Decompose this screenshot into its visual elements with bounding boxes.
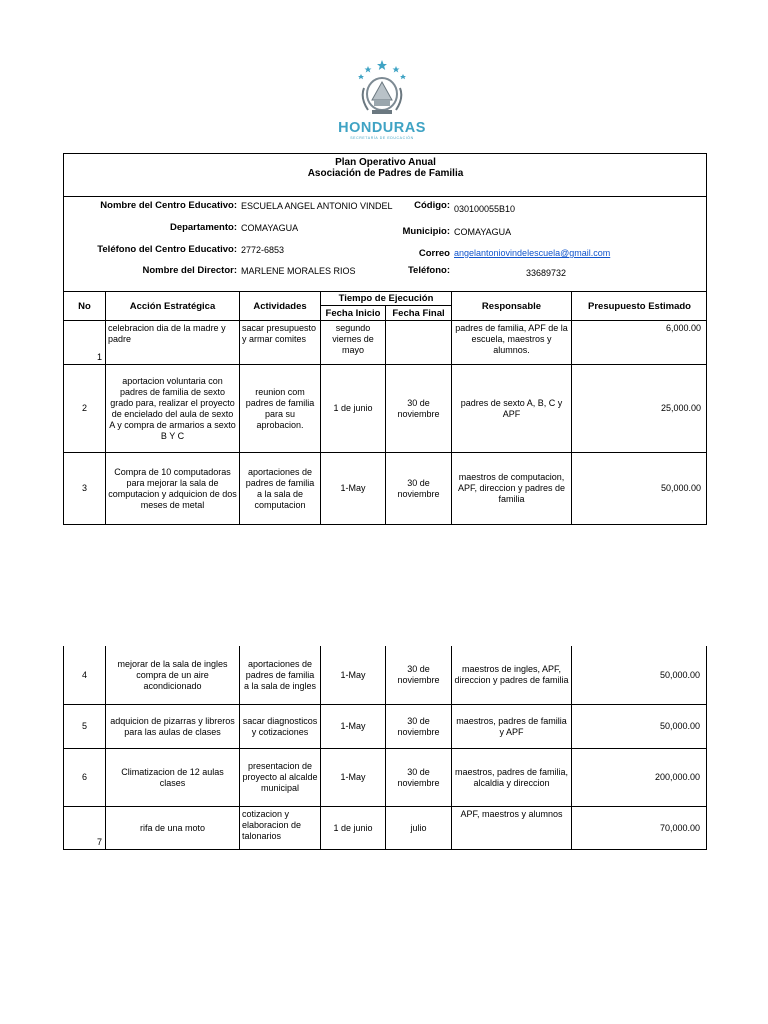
header-accion: Acción Estratégica: [129, 300, 216, 312]
row-5-accion: adquicion de pizarras y libreros para las aulas de clases: [110, 715, 235, 737]
page-title: [64, 157, 707, 179]
row-6-final: 30 de noviembre: [397, 766, 440, 788]
row-2-presupuesto: 25,000.00: [660, 403, 701, 413]
telefono-value: 33689732: [526, 268, 567, 278]
row-5-responsable: maestros, padres de familia y APF: [456, 715, 567, 737]
row-6-actividades: presentacion de proyecto al alcalde municipal: [242, 761, 318, 793]
header-tiempo: Tiempo de Ejecución: [338, 292, 434, 304]
honduras-logo: [330, 58, 434, 140]
centro-label: Nombre del Centro Educativo:: [100, 200, 237, 211]
row-7-responsable: APF, maestros y alumnos: [460, 809, 563, 819]
row-2-inicio: 1 de junio: [333, 403, 373, 413]
row-7-accion: rifa de una moto: [139, 822, 206, 833]
row-6-accion: Climatizacion de 12 aulas clases: [121, 766, 224, 788]
row-5-final: 30 de noviembre: [397, 715, 440, 737]
row-4-no: 4: [81, 669, 87, 680]
row-3-accion: Compra de 10 computadoras para mejorar la sala de computacion y adquicion de dos meses de metal: [108, 466, 237, 510]
row-1-responsable: padres de familia, APF de la escuela, maestros y alumnos.: [455, 323, 568, 355]
header-actividades: Actividades: [253, 300, 307, 312]
director-label: Nombre del Director:: [142, 265, 237, 276]
row-5-inicio: 1-May: [340, 721, 366, 731]
correo-label: Correo: [418, 248, 450, 259]
row-6-inicio: 1-May: [340, 772, 366, 782]
municipio-label: Municipio:: [402, 226, 450, 237]
title-line-2: Asociación de Padres de Familia: [307, 168, 464, 179]
row-7-presupuesto: 70,000.00: [659, 822, 700, 833]
header-fecha-final: Fecha Final: [392, 307, 445, 319]
row-2-final: 30 de noviembre: [397, 397, 440, 419]
centro-value: ESCUELA ANGEL ANTONIO VINDEL: [241, 201, 393, 211]
row-4-final: 30 de noviembre: [397, 664, 440, 685]
row-3-final: 30 de noviembre: [397, 477, 440, 499]
row-4-responsable: maestros de ingles, APF, direccion y padres de familia: [454, 664, 569, 685]
row-4-accion: mejorar de la sala de ingles compra de un aire acondicionado: [117, 658, 228, 691]
row-1-inicio: segundo viernes de mayo: [332, 323, 374, 355]
row-1-accion: celebracion dia de la madre y padre: [108, 323, 226, 344]
col-border: [706, 646, 707, 850]
title-line-1: Plan Operativo Anual: [335, 157, 436, 168]
municipio-value: COMAYAGUA: [454, 227, 512, 237]
row-5-actividades: sacar diagnosticos y cotizaciones: [242, 715, 318, 737]
row-2-responsable: padres de sexto A, B, C y APF: [460, 397, 563, 419]
row-7-final: julio: [410, 822, 427, 833]
row-2-no: 2: [81, 403, 87, 413]
row-6-presupuesto: 200,000.00: [654, 772, 700, 782]
row-6-responsable: maestros, padres de familia, alcaldia y direccion: [454, 766, 569, 788]
director-value: MARLENE MORALES RIOS: [241, 266, 356, 276]
row-4-actividades: aportaciones de padres de familia a la sala de ingles: [243, 658, 317, 691]
codigo-label: Código:: [414, 200, 450, 211]
coat-of-arms-icon: [352, 58, 412, 118]
row-3-responsable: maestros de computacion, APF, direccion y padres de familia: [457, 472, 566, 504]
row-3-inicio: 1-May: [340, 483, 366, 493]
header-no: No: [78, 300, 91, 312]
departamento-label: Departamento:: [169, 222, 237, 233]
header-fecha-inicio: Fecha Inicio: [325, 307, 381, 319]
title-divider: [63, 196, 707, 197]
header-responsable: Responsable: [481, 300, 542, 312]
row-1-actividades: sacar presupuesto y armar comites: [242, 323, 317, 344]
row-3-presupuesto: 50,000.00: [660, 483, 701, 493]
row-5-no: 5: [81, 721, 87, 731]
row-7-actividades: cotizacion y elaboracion de talonarios: [242, 809, 302, 841]
row-7-inicio: 1 de junio: [333, 822, 373, 833]
telefono-centro-label: Teléfono del Centro Educativo:: [97, 244, 237, 255]
telefono-label: Teléfono:: [407, 265, 450, 276]
telefono-centro-value: 2772-6853: [241, 245, 285, 255]
row-4-inicio: 1-May: [340, 669, 366, 680]
codigo-value: 030100055B10: [454, 204, 516, 214]
brand-subtitle: SECRETARÍA DE EDUCACIÓN: [350, 136, 414, 140]
brand-name: HONDURAS: [338, 120, 426, 136]
row-2-accion: aportacion voluntaria con padres de familia de sexto grado para, realizar el proyecto de encielado del aula de sexto A y compra de armarios a sexto B Y C: [109, 375, 236, 441]
row-1-presupuesto: 6,000.00: [665, 323, 701, 333]
row-1-final: [386, 321, 451, 364]
row-2-actividades: reunion com padres de familia para su aprobacion.: [245, 386, 315, 430]
row-3-no: 3: [81, 483, 87, 493]
row-1-no: 1: [96, 352, 102, 362]
row-6-no: 6: [81, 772, 87, 782]
row-3-actividades: aportaciones de padres de familia a la sala de computacion: [245, 466, 315, 510]
row-4-presupuesto: 50,000.00: [659, 669, 700, 680]
header-presupuesto: Presupuesto Estimado: [588, 300, 691, 312]
departamento-value: COMAYAGUA: [241, 223, 299, 233]
correo-link[interactable]: angelantoniovindelescuela@gmail.com: [454, 248, 611, 258]
row-5-presupuesto: 50,000.00: [659, 721, 700, 731]
row-7-no: 7: [96, 837, 102, 847]
